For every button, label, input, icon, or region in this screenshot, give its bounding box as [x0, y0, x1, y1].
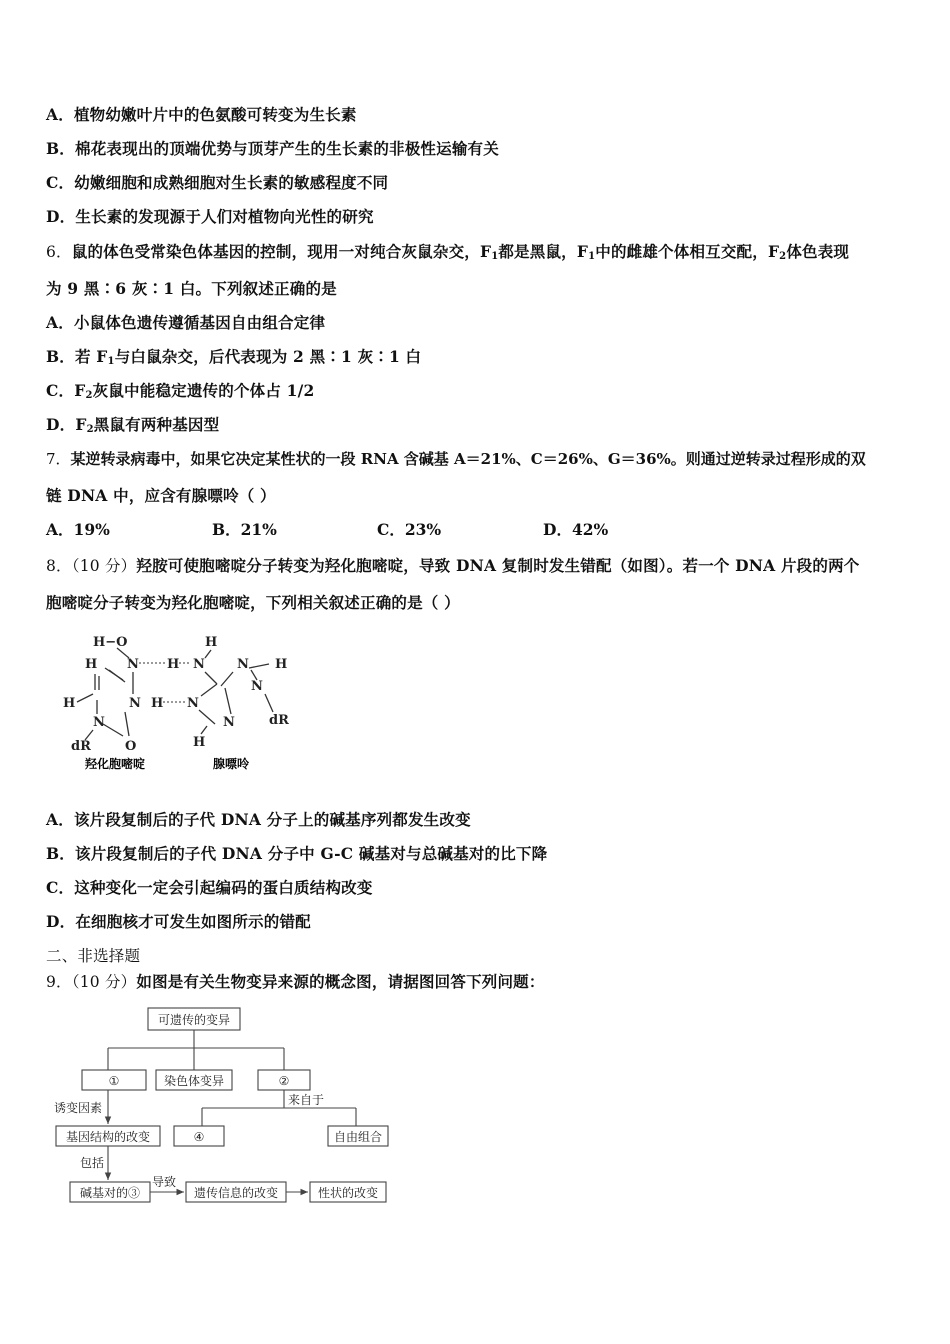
atom-n9: N [251, 679, 263, 694]
atom-h8: H [275, 657, 288, 672]
atom-o2: O [125, 739, 137, 754]
q8-base-pair-figure [55, 628, 305, 776]
atom-n6: N [193, 657, 205, 672]
label-adenine: 腺嘌呤 [213, 757, 250, 771]
label-hydroxy-cytosine: 羟化胞嘧啶 [85, 757, 146, 771]
text-trait-change: 性状的改变 [317, 1186, 379, 1200]
text-free-combination: 自由组合 [333, 1130, 383, 1144]
text-base-pair: 碱基对的③ [79, 1186, 141, 1200]
q6-stem-line2: 为 9 黑∶6 灰∶1 白。下列叙述正确的是 [46, 279, 337, 298]
q9-concept-map [52, 1002, 392, 1212]
q9-stem: 9．（10 分）如图是有关生物变异来源的概念图，请据图回答下列问题： [46, 972, 545, 991]
q7-option-a: A．19% [46, 520, 110, 539]
atom-dr-right: dR [269, 713, 289, 728]
q8-stem-line2: 胞嘧啶分子转变为羟化胞嘧啶，下列相关叙述正确的是（ ） [46, 593, 460, 612]
atom-h-amino: H [205, 635, 218, 650]
atom-n7: N [237, 657, 249, 672]
q6-option-b: B．若 $F_1$与白鼠杂交，后代表现为 2 黑∶1 灰∶1 白 [46, 347, 422, 367]
q5-option-d: D．生长素的发现源于人们对植物向光性的研究 [46, 207, 374, 226]
q7-stem-line1: 7．某逆转录病毒中，如果它决定某性状的一段 RNA 含碱基 A＝21%、C＝26%、G＝36%。则通过逆转录过程形成的双 [46, 450, 866, 468]
q6-option-a: A．小鼠体色遗传遵循基因自由组合定律 [46, 313, 326, 332]
text-box-2: ② [278, 1074, 290, 1088]
q8-stem-line1: 8．（10 分）羟胺可使胞嘧啶分子转变为羟化胞嘧啶，导致 DNA 复制时发生错配（如图）。若一个 DNA 片段的两个 [46, 556, 860, 575]
text-chromosome: 染色体变异 [163, 1074, 225, 1088]
q6-stem-line1: 6．鼠的体色受常染色体基因的控制，现用一对纯合灰鼠杂交，$F_1$都是黑鼠，$F_1$中的雌雄个体相互交配，$F_2$体色表现 [46, 242, 850, 262]
text-induce: 诱变因素 [54, 1101, 103, 1115]
text-box-4: ④ [193, 1130, 205, 1144]
text-info-change: 遗传信息的改变 [193, 1186, 279, 1200]
atom-n1-ade: N [187, 696, 199, 711]
q7-stem-line2: 链 DNA 中，应含有腺嘌呤（ ） [46, 486, 276, 505]
q8-option-b: B．该片段复制后的子代 DNA 分子中 G-C 碱基对与总碱基对的比下降 [46, 844, 548, 863]
text-gene-structure: 基因结构的改变 [65, 1130, 151, 1144]
text-from: 来自于 [288, 1093, 325, 1107]
q5-option-b: B．棉花表现出的顶端优势与顶芽产生的生长素的非极性运输有关 [46, 139, 499, 158]
text-include: 包括 [80, 1156, 105, 1170]
atom-ho: H−O [93, 635, 128, 650]
atom-n-amino: N [127, 657, 139, 672]
q8-option-c: C．这种变化一定会引起编码的蛋白质结构改变 [46, 878, 373, 897]
section-heading: 二、非选择题 [46, 947, 141, 965]
atom-dr-left: dR [71, 739, 91, 754]
q8-option-d: D．在细胞核才可发生如图所示的错配 [46, 912, 311, 931]
q6-option-c: C．$F_2$灰鼠中能稳定遗传的个体占 1/2 [46, 381, 315, 401]
q7-option-b: B．21% [212, 520, 277, 539]
q8-option-a: A．该片段复制后的子代 DNA 分子上的碱基序列都发生改变 [46, 810, 471, 829]
atom-h6: H [63, 696, 76, 711]
atom-h-bond2: H [151, 696, 164, 711]
q7-option-c: C．23% [377, 520, 442, 539]
text-box-1: ① [108, 1074, 120, 1088]
q6-option-d: D．$F_2$黑鼠有两种基因型 [46, 415, 220, 435]
atom-n1: N [93, 715, 105, 730]
atom-h2: H [193, 735, 206, 750]
atom-n3-ade: N [223, 715, 235, 730]
q5-option-c: C．幼嫩细胞和成熟细胞对生长素的敏感程度不同 [46, 173, 389, 192]
atom-h5: H [85, 657, 98, 672]
q5-option-a: A．植物幼嫩叶片中的色氨酸可转变为生长素 [46, 105, 357, 124]
text-root: 可遗传的变异 [157, 1013, 231, 1027]
atom-h-bond1: H [167, 657, 180, 672]
atom-n3: N [129, 696, 141, 711]
text-lead: 导致 [152, 1175, 177, 1189]
q7-option-d: D．42% [543, 520, 609, 539]
